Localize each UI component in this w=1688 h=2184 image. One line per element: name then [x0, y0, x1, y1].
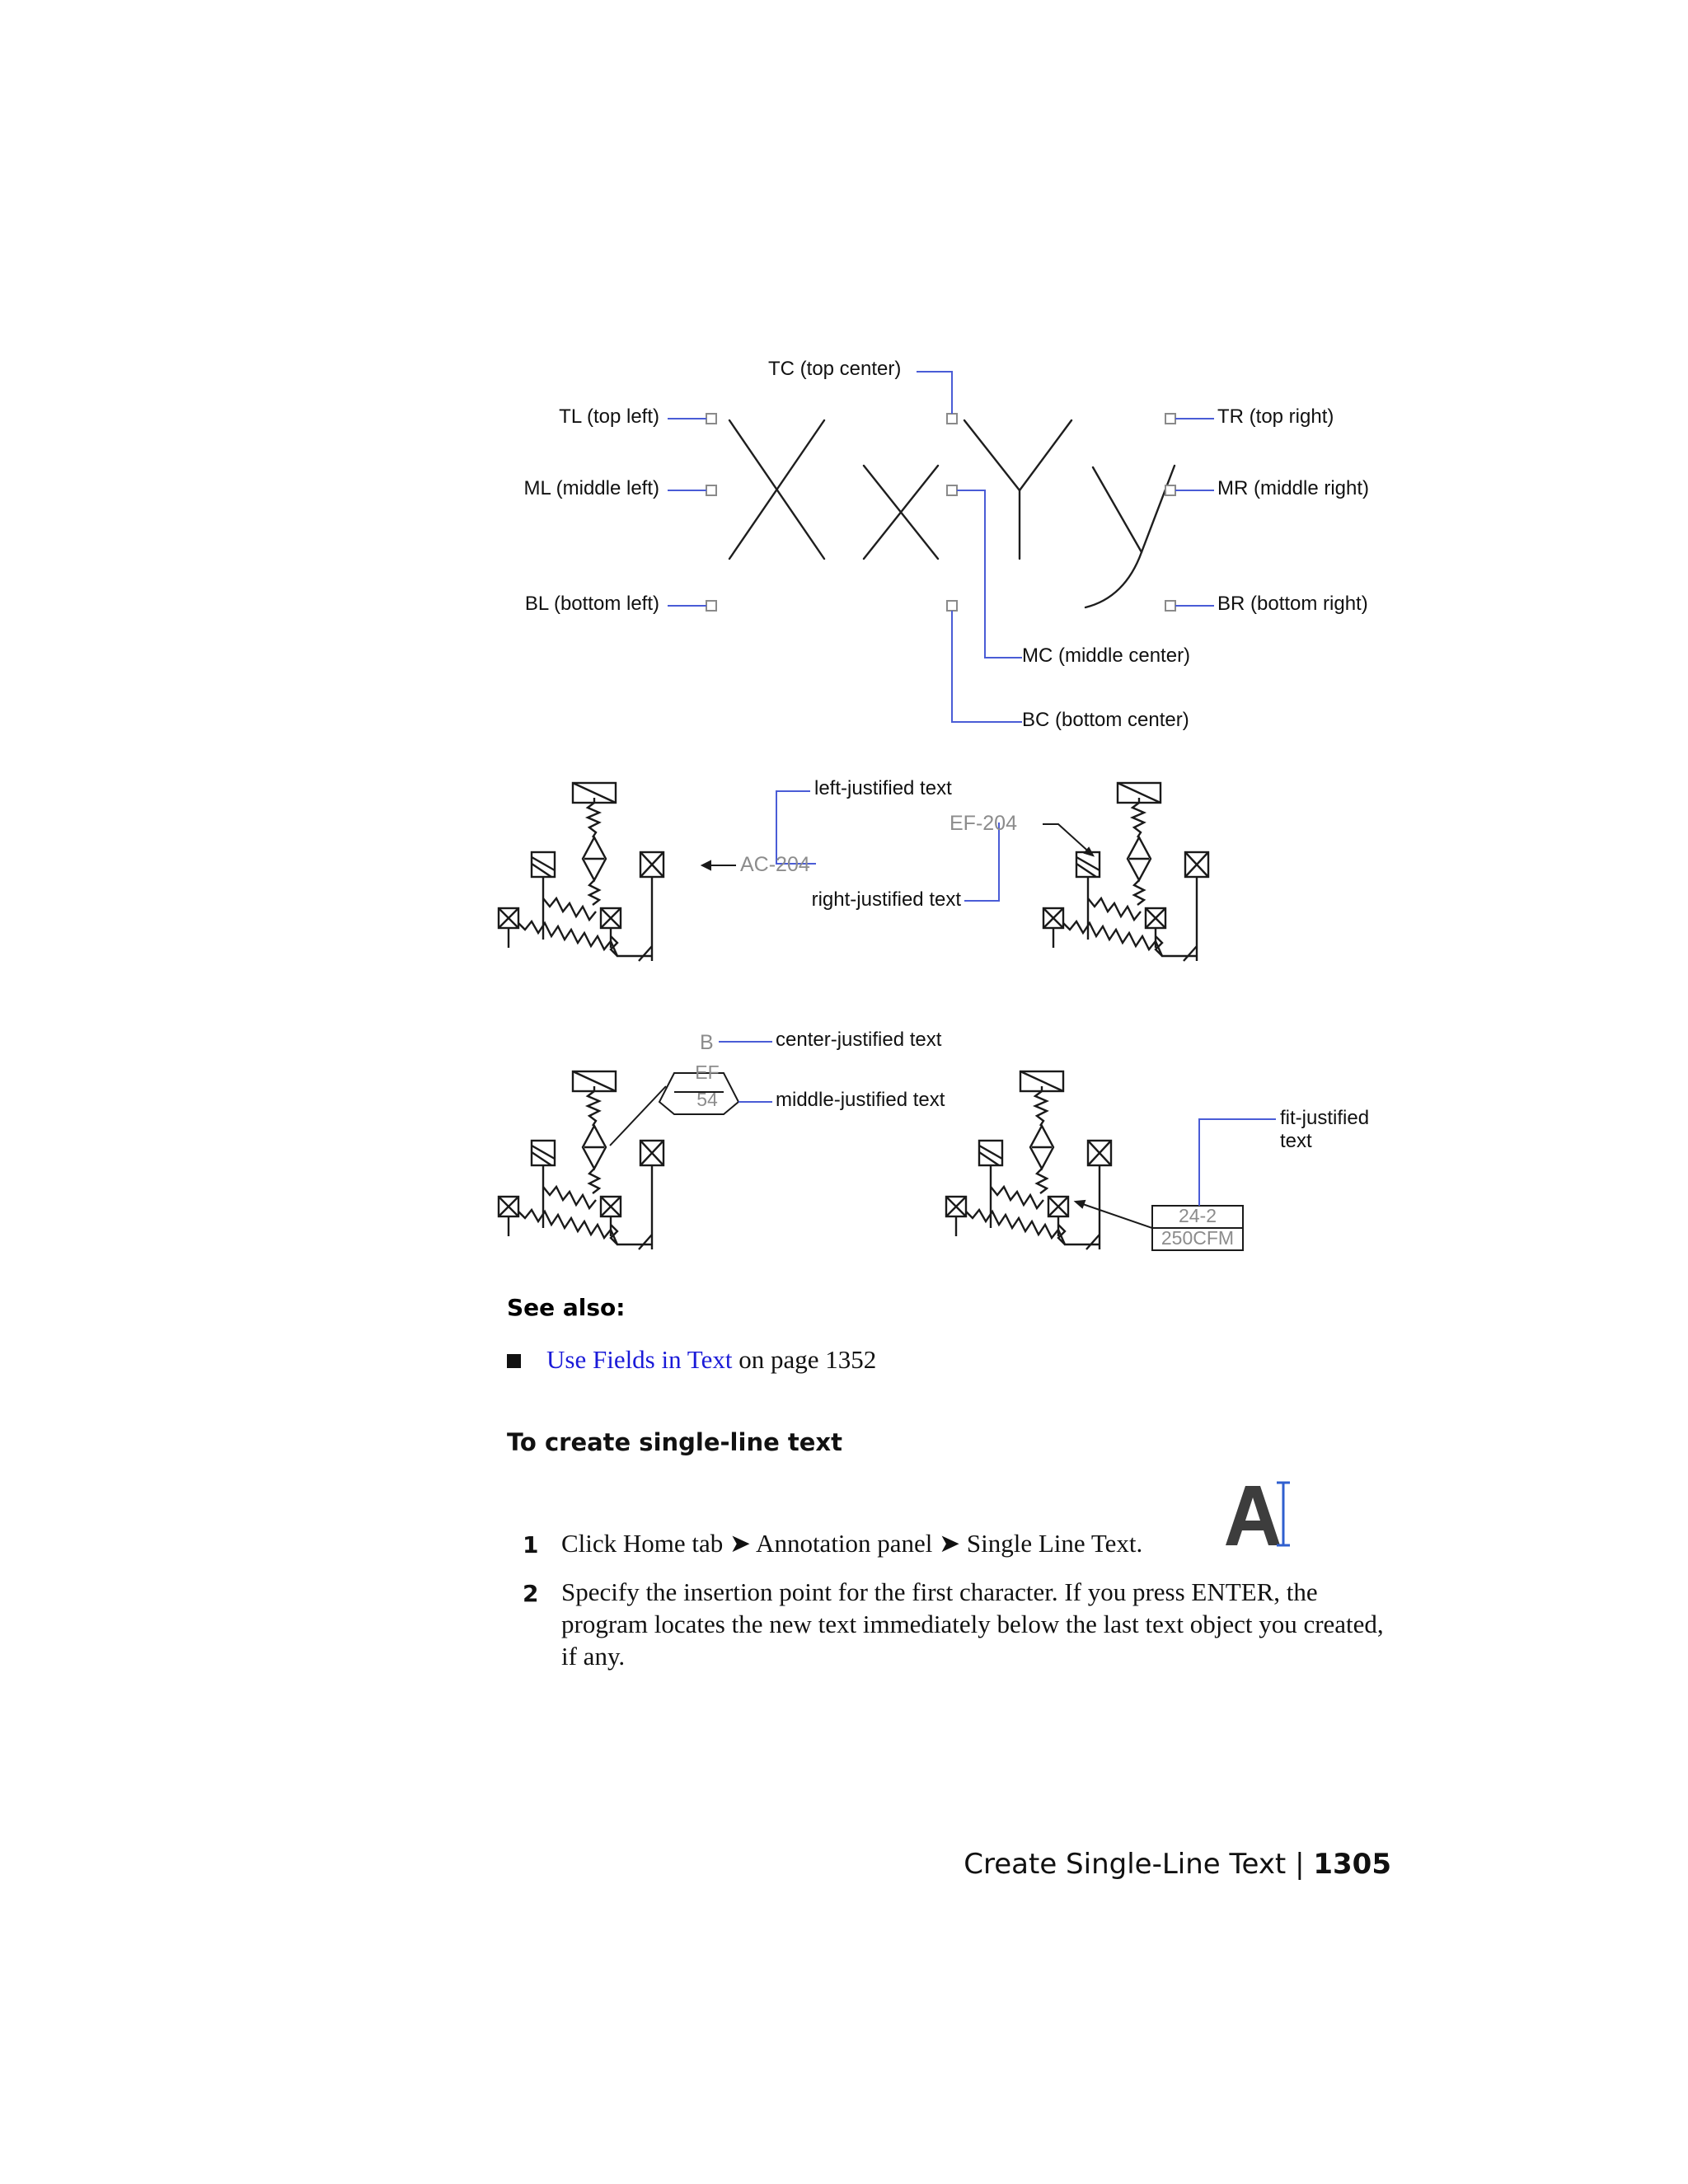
hex-top-text: EF — [695, 1062, 720, 1083]
label-mc: MC (middle center) — [1022, 644, 1191, 667]
procedure-heading: To create single-line text — [507, 1428, 842, 1456]
see-also-item — [546, 1343, 876, 1376]
label-mr: MR (middle right) — [1217, 477, 1370, 499]
label-middle-justified: middle-justified text — [776, 1089, 945, 1111]
code-b: B — [700, 1031, 714, 1054]
label-bl: BL (bottom left) — [524, 593, 659, 615]
label-tr: TR (top right) — [1217, 405, 1334, 428]
page-number: 1305 — [1313, 1848, 1391, 1881]
label-center-justified: center-justified text — [776, 1029, 942, 1051]
label-fit-justified: fit-justified — [1280, 1107, 1370, 1129]
step-number: 2 — [523, 1580, 539, 1607]
footer-title: Create Single-Line Text — [964, 1848, 1287, 1881]
link-page-ref: on page 1352 — [732, 1345, 877, 1374]
label-tl: TL (top left) — [559, 405, 659, 428]
label-tc: TC (top center) — [768, 358, 902, 380]
use-fields-link[interactable]: Use Fields in Text — [546, 1345, 733, 1374]
code-ef-204: EF-204 — [950, 812, 1017, 835]
bullet — [507, 1354, 521, 1368]
label-br: BR (bottom right) — [1217, 593, 1368, 615]
label-bc: BC (bottom center) — [1022, 709, 1189, 731]
code-ac-204: AC-204 — [740, 853, 810, 876]
label-ml: ML (middle left) — [523, 477, 659, 499]
footer-separator: | — [1295, 1848, 1305, 1881]
page-footer — [964, 1848, 1391, 1881]
label-fit-text: text — [1280, 1130, 1312, 1152]
step-text: Specify the insertion point for the first character. If you press ENTER, the program locates the new text immediately below the last text object you created, if any. — [561, 1577, 1384, 1671]
label-right-justified: right-justified text — [811, 888, 961, 911]
step-number: 1 — [523, 1531, 539, 1558]
single-line-text-icon[interactable] — [1222, 1478, 1296, 1552]
see-also-heading: See also: — [507, 1294, 626, 1321]
fit-bottom-text: 250CFM — [1160, 1227, 1235, 1249]
fit-top-text: 24-2 — [1178, 1205, 1217, 1226]
label-left-justified: left-justified text — [814, 777, 952, 799]
step-text: Click Home tab ➤ Annotation panel ➤ Single Line Text. — [561, 1529, 1143, 1558]
hex-bottom-text: 54 — [696, 1089, 718, 1110]
